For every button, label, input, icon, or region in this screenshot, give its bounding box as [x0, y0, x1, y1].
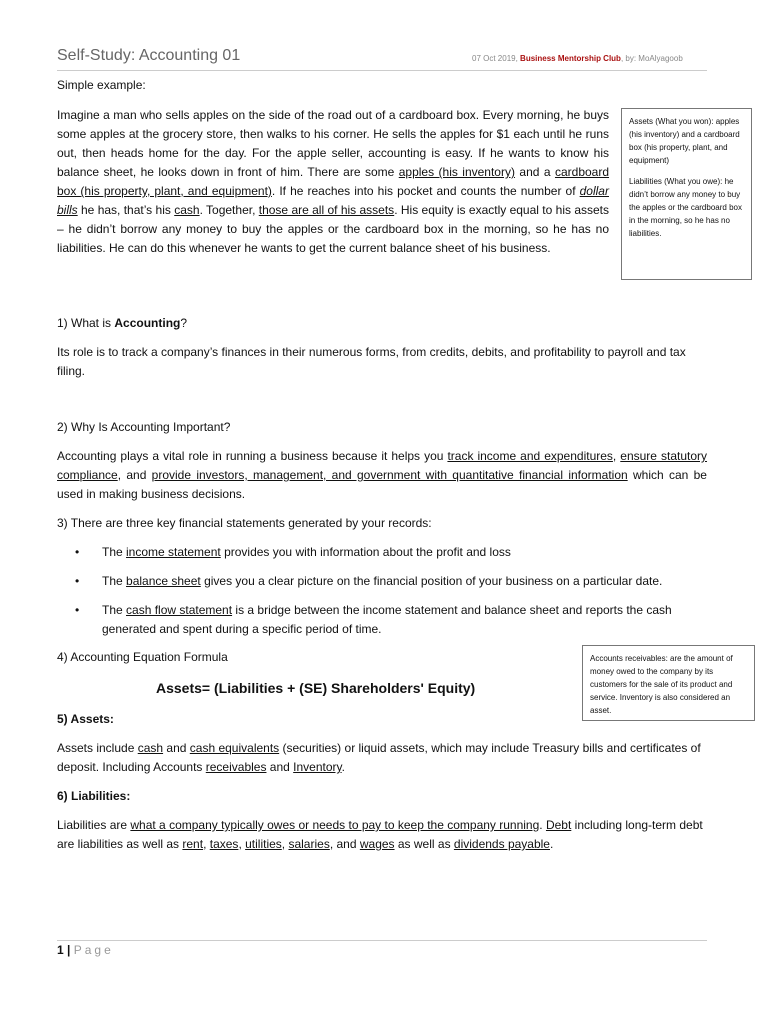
list-item: [57, 572, 707, 591]
q1-answer: Its role is to track a company’s finances in their numerous forms, from credits, debits, and profitability to payroll and tax filing.: [57, 345, 686, 378]
intro-text-6: . His equity is exactly equal to his assets – he didn’t borrow any money to buy the apples or the cardboard box in the morning, so he has no liabilities. He can do this whenever he wants to get the current balance sheet of his business.: [57, 203, 610, 255]
q2-text-2: ,: [612, 449, 621, 463]
q4-heading: 4) Accounting Equation Formula: [57, 650, 228, 664]
page-separator: |: [63, 943, 74, 957]
page-label: Page: [73, 943, 114, 957]
accounting-equation: Assets= (Liabilities + (SE) Shareholders' Equity): [156, 680, 476, 696]
q5-text-4: and: [266, 760, 294, 774]
intro-u-apples: apples (his inventory): [398, 165, 515, 179]
q5-u-receivables: receivables: [205, 760, 267, 774]
item-post: is a bridge between the income statement and balance sheet and reports the cash generated and spent during a specific period of time.: [102, 603, 672, 636]
intro-u-cash: cash: [174, 203, 200, 217]
header-date: 07 Oct 2019,: [472, 54, 518, 63]
intro-text-3: . If he reaches into his pocket and counts the number of: [271, 184, 580, 198]
financial-statements-list: [57, 543, 707, 649]
q6-u-rent: rent: [182, 837, 204, 851]
q6-text-8: as well as: [394, 837, 454, 851]
q6-text-5: ,: [238, 837, 246, 851]
q5-text-2: and: [163, 741, 190, 755]
q6-paragraph: [57, 816, 707, 854]
q5-text-5: .: [341, 760, 345, 774]
list-item: [57, 601, 707, 639]
q5-paragraph: [57, 739, 707, 777]
document-title: Self-Study: Accounting 01: [57, 47, 241, 64]
side-note-assets-liabilities: [621, 108, 752, 280]
header-author: , by: MoAlyagoob: [620, 54, 683, 63]
item-u: cash flow statement: [126, 603, 233, 617]
side-note-receivables: [582, 645, 755, 721]
header-rule: [57, 70, 707, 71]
list-item: [57, 543, 707, 562]
item-u: balance sheet: [126, 574, 201, 588]
q6-u-owes: what a company typically owes or needs to pay to keep the company running: [130, 818, 540, 832]
item-pre: The: [102, 603, 127, 617]
q1-heading: [57, 314, 187, 333]
item-u: income statement: [126, 545, 221, 559]
footer-rule: [57, 940, 707, 941]
q6-text-2: .: [539, 818, 546, 832]
header-club: Business Mentorship Club: [520, 54, 621, 63]
side-note-assets: Assets (What you won): apples (his inventory) and a cardboard box (his property, plant, and equipment): [629, 117, 740, 165]
q6-text-6: ,: [281, 837, 289, 851]
intro-text-2: and a: [514, 165, 555, 179]
q2-u-compliance: ensure statutory compliance: [57, 449, 708, 482]
q6-u-wages: wages: [359, 837, 395, 851]
q6-heading: 6) Liabilities:: [57, 789, 131, 803]
intro-text-4: he has, that’s his: [77, 203, 175, 217]
q6-text-9: .: [549, 837, 554, 851]
intro-heading: Simple example:: [57, 78, 146, 92]
q5-text-1: Assets include: [57, 741, 138, 755]
intro-paragraph: [57, 106, 609, 258]
q3-heading: 3) There are three key financial statements generated by your records:: [57, 516, 432, 530]
item-post: provides you with information about the profit and loss: [220, 545, 511, 559]
intro-u-box: cardboard box (his property, plant, and equipment): [57, 165, 610, 198]
q5-u-cash: cash: [137, 741, 164, 755]
q6-u-debt: Debt: [545, 818, 572, 832]
q1-strong: Accounting: [114, 316, 181, 330]
item-pre: The: [102, 574, 127, 588]
page-footer: [57, 943, 114, 957]
q5-u-cash-equivalents: cash equivalents: [189, 741, 280, 755]
q6-u-salaries: salaries: [288, 837, 330, 851]
intro-u-dollar-bills: dollar bills: [57, 184, 609, 217]
q1-prefix: 1) What is: [57, 316, 115, 330]
intro-text-5: . Together,: [199, 203, 259, 217]
side-note-liabilities: Liabilities (What you owe): he didn’t borrow any money to buy the apples or the cardboard box in the morning, so he has no liabilities.: [629, 177, 742, 238]
q2-heading: 2) Why Is Accounting Important?: [57, 420, 231, 434]
q2-u-track-income: track income and expenditures: [447, 449, 613, 463]
q5-text-3: (securities) or liquid assets, which may include Treasury bills and certificates of deposit. Including Accounts: [57, 741, 701, 774]
q6-text-1: Liabilities are: [57, 818, 131, 832]
q6-u-utilities: utilities: [245, 837, 282, 851]
q2-text-4: which can be used in making business decisions.: [57, 468, 707, 501]
q6-text-3: including long-term debt are liabilities as well as: [57, 818, 703, 851]
q6-text-7: , and: [329, 837, 360, 851]
q1-suffix: ?: [180, 316, 188, 330]
q2-u-provide: provide investors, management, and government with quantitative financial information: [151, 468, 628, 482]
q2-text-1: Accounting plays a vital role in running a business because it helps you: [57, 449, 448, 463]
q6-u-dividends: dividends payable: [453, 837, 550, 851]
q2-text-3: , and: [117, 468, 152, 482]
item-pre: The: [102, 545, 127, 559]
q5-u-inventory: Inventory: [293, 760, 342, 774]
q5-heading: 5) Assets:: [57, 712, 114, 726]
side-note-receivables-text: Accounts receivables: are the amount of money owed to the company by its customers for the sale of its product and service. Inventory is also considered an asset.: [590, 654, 733, 715]
q2-paragraph: [57, 447, 707, 504]
intro-text-1: Imagine a man who sells apples on the side of the road out of a cardboard box. Every morning, he buys some apples at the grocery store, then walks to his corner. He sells the apples for $1 each until he runs out, then heads home for the day. For the apple seller, accounting is easy. If he wants to know his balance sheet, he looks down in front of him. There are some: [57, 108, 609, 179]
item-post: gives you a clear picture on the financial position of your business on a particular date.: [200, 574, 663, 588]
q6-u-taxes: taxes: [209, 837, 239, 851]
q6-text-4: ,: [203, 837, 210, 851]
intro-u-assets: those are all of his assets: [258, 203, 395, 217]
page-number: 1: [57, 943, 64, 957]
header-meta: [472, 54, 683, 63]
